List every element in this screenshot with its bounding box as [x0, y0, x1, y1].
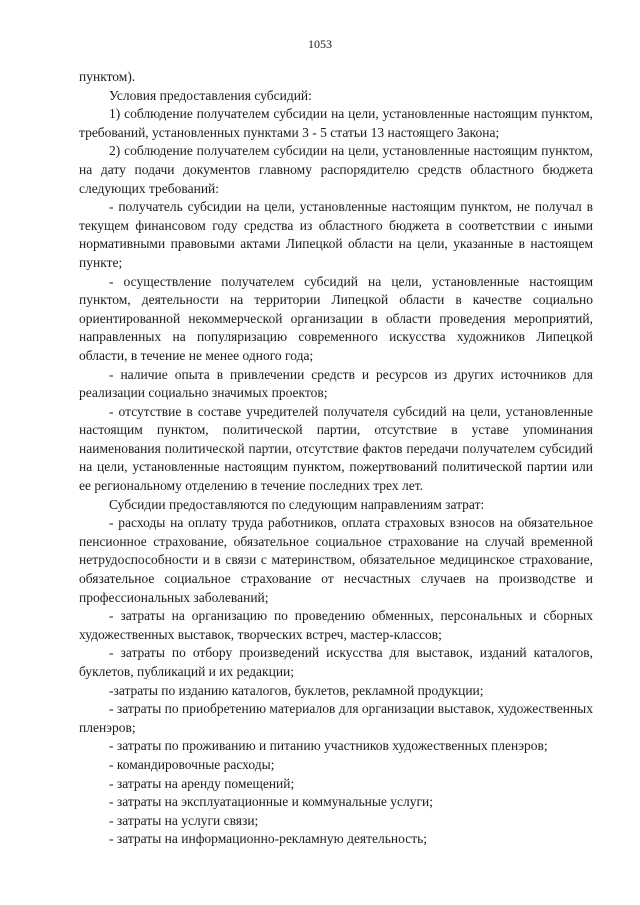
paragraph-condition-1: 1) соблюдение получателем субсидии на цели, установленные настоящим пунктом, требований, установленных пунктами 3 - 5 статьи 13 настоящего Закона; [79, 106, 593, 140]
paragraph-expense-rent: - затраты на аренду помещений; [109, 775, 295, 791]
paragraph-condition-2: 2) соблюдение получателем субсидии на цели, установленные настоящим пунктом, на дату подачи документов главному распорядителю средств областного бюджета следующих требований: [79, 143, 593, 196]
paragraph-expense-publishing: -затраты по изданию каталогов, буклетов, рекламной продукции; [109, 682, 484, 698]
paragraph-requirement-activity: - осуществление получателем субсидий на цели, установленные настоящим пунктом, деятельности на территории Липецкой области в качестве социально ориентированной некоммерческой организации в области проведения мероприятий, направленных на популяризацию современного искусства художников Липецкой области, в течение не менее одного года; [79, 273, 593, 363]
paragraph-expense-communication: - затраты на услуги связи; [109, 812, 259, 828]
paragraph-expenses-heading: Субсидии предоставляются по следующим направлениям затрат: [109, 496, 485, 512]
paragraph-continuation: пунктом). [79, 69, 136, 84]
paragraph-conditions-heading: Условия предоставления субсидий: [109, 87, 312, 103]
paragraph-expense-salary: - расходы на оплату труда работников, оплата страховых взносов на обязательное пенсионное страхование, обязательное социальное страхование на случай временной нетрудоспособности и в связи с материнством, обязательное медицинское страхование, обязательное социальное страхование от несчастных случаев на производстве и профессиональных заболеваний; [79, 515, 593, 605]
paragraph-expense-exhibitions: - затраты на организацию по проведению обменных, персональных и сборных художественных выставок, творческих встреч, мастер-классов; [79, 608, 593, 642]
paragraph-requirement-no-party: - отсутствие в составе учредителей получателя субсидий на цели, установленные настоящим пунктом, политической партии, отсутствие в уставе упоминания наименования политической партии, отсутствие фактов передачи получателем субсидий на цели, установленные настоящим пунктом, пожертвований политической партии или ее региональному отделению в течение последних трех лет. [79, 403, 593, 494]
document-body [79, 68, 593, 849]
page-number: 1053 [308, 37, 332, 51]
paragraph-requirement-no-funding: - получатель субсидии на цели, установленные настоящим пунктом, не получал в текущем финансовом году средства из областного бюджета в соответствии с иными нормативными правовыми актами Липецкой области на цели, указанные в настоящем пункте; [79, 199, 593, 270]
paragraph-expense-travel: - командировочные расходы; [109, 756, 275, 772]
paragraph-expense-selection: - затраты по отбору произведений искусства для выставок, изданий каталогов, буклетов, публикаций и их редакции; [79, 645, 593, 679]
paragraph-expense-advertising: - затраты на информационно-рекламную деятельность; [109, 831, 428, 847]
paragraph-expense-accommodation: - затраты по проживанию и питанию участников художественных пленэров; [109, 738, 548, 754]
paragraph-expense-utilities: - затраты на эксплуатационные и коммунальные услуги; [109, 794, 433, 810]
paragraph-expense-materials: - затраты по приобретению материалов для организации выставок, художественных пленэров; [79, 701, 593, 735]
paragraph-requirement-experience: - наличие опыта в привлечении средств и ресурсов из других источников для реализации социально значимых проектов; [79, 366, 593, 401]
